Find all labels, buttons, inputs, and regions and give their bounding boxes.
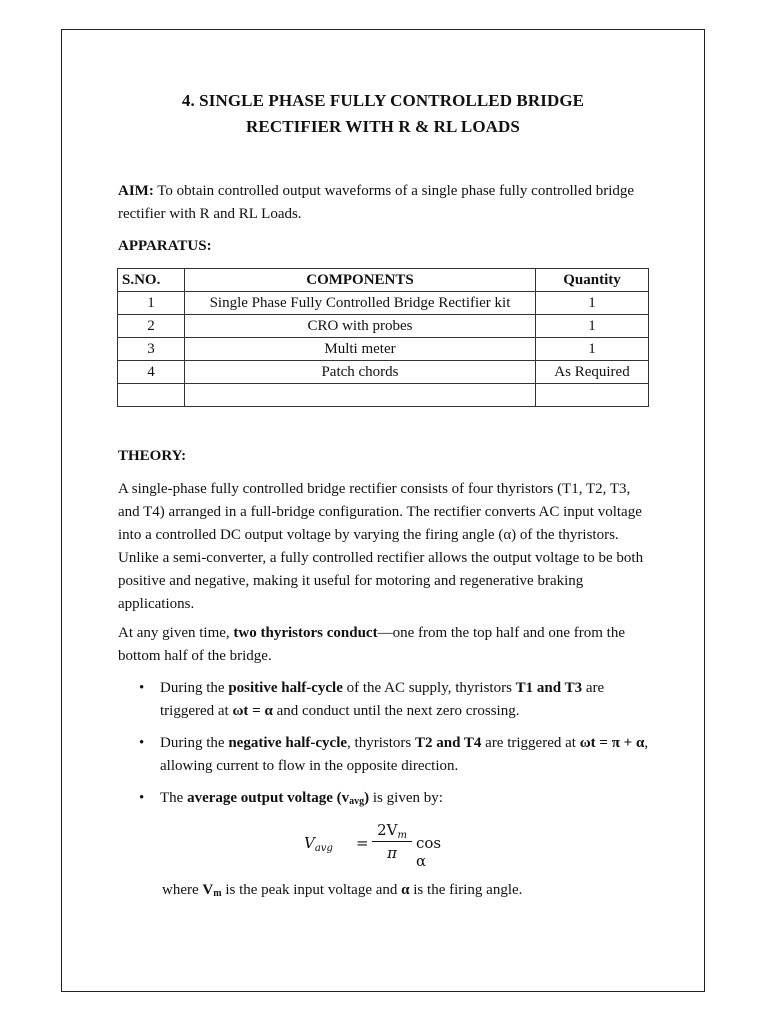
formula-lhs bbox=[304, 834, 333, 854]
cell-quantity: 1 bbox=[536, 315, 649, 338]
text-run: is the peak input voltage and bbox=[221, 882, 402, 898]
bold-run: V bbox=[202, 882, 214, 898]
subscript: avg bbox=[349, 796, 365, 807]
formula-equals: = bbox=[356, 834, 369, 852]
table-row bbox=[118, 292, 649, 315]
bold-run: negative half-cycle bbox=[228, 735, 348, 751]
bold-run: ωt = α bbox=[232, 703, 273, 719]
table-row-empty bbox=[118, 384, 649, 407]
cell-quantity: As Required bbox=[536, 361, 649, 384]
table-header-row bbox=[118, 269, 649, 292]
bold-run: average output voltage (v bbox=[187, 790, 350, 806]
cell-sno bbox=[118, 384, 185, 407]
theory-paragraph-1: A single-phase fully controlled bridge rectifier consists of four thyristors (T1, T2, T3, and T4) arranged in a full-bridge configuration. The rectifier converts AC input voltage into a controlled DC output voltage by varying the firing angle (α) of the thyristors. Unlike a semi-converter, a fully controlled rectifier allows the output voltage to be both positive and negative, making it useful for motoring and regenerative braking applications. bbox=[118, 481, 644, 612]
text-run: The bbox=[160, 790, 188, 806]
bold-run: ) bbox=[364, 790, 370, 806]
cell-quantity: 1 bbox=[536, 338, 649, 361]
bullet-icon: • bbox=[139, 680, 145, 696]
formula-denominator: π bbox=[387, 844, 397, 862]
table-row bbox=[118, 338, 649, 361]
text-run: and conduct until the next zero crossing. bbox=[272, 703, 520, 719]
theory-paragraph-2 bbox=[118, 622, 648, 668]
text-run: where bbox=[162, 882, 203, 898]
formula-num-text: 2V bbox=[377, 821, 398, 839]
text-run: is given by: bbox=[369, 790, 443, 806]
title-line-1: 4. SINGLE PHASE FULLY CONTROLLED BRIDGE bbox=[181, 91, 585, 110]
average-voltage-formula bbox=[300, 820, 450, 870]
header-sno: S.NO. bbox=[118, 269, 185, 292]
theory-bullet-list bbox=[118, 677, 658, 822]
table-row bbox=[118, 315, 649, 338]
text-run: are triggered at bbox=[481, 735, 580, 751]
text-run: , thyristors bbox=[347, 735, 415, 751]
bold-run: α bbox=[401, 882, 410, 898]
text-run: of the AC supply, thyristors bbox=[342, 680, 516, 696]
apparatus-heading: APPARATUS: bbox=[118, 238, 212, 254]
cell-component: Single Phase Fully Controlled Bridge Rectifier kit bbox=[185, 292, 536, 315]
bold-run: two thyristors conduct bbox=[233, 625, 378, 641]
apparatus-table bbox=[117, 268, 649, 407]
header-components: COMPONENTS bbox=[185, 269, 536, 292]
cell-component bbox=[185, 384, 536, 407]
aim-text: To obtain controlled output waveforms of a single phase fully controlled bridge rectifier with R and RL Loads. bbox=[118, 183, 635, 222]
subscript: m bbox=[213, 888, 222, 899]
bold-run: T2 and T4 bbox=[414, 735, 482, 751]
formula-fraction bbox=[372, 820, 412, 863]
cell-sno: 3 bbox=[118, 338, 185, 361]
cell-sno: 4 bbox=[118, 361, 185, 384]
where-clause bbox=[162, 879, 662, 905]
list-item-positive-half-cycle bbox=[118, 677, 658, 723]
cell-quantity: 1 bbox=[536, 292, 649, 315]
list-item-average-voltage bbox=[118, 787, 658, 813]
theory-heading: THEORY: bbox=[118, 448, 187, 464]
bold-run: ωt = π + α bbox=[579, 735, 645, 751]
header-quantity: Quantity bbox=[536, 269, 649, 292]
cell-sno: 1 bbox=[118, 292, 185, 315]
formula-numerator bbox=[372, 820, 412, 840]
table-row bbox=[118, 361, 649, 384]
aim-paragraph bbox=[118, 180, 648, 226]
text-run: —one from the top half and one from the bottom half of the bridge. bbox=[118, 625, 625, 664]
list-item-negative-half-cycle bbox=[118, 732, 658, 778]
cell-component: CRO with probes bbox=[185, 315, 536, 338]
cell-component: Multi meter bbox=[185, 338, 536, 361]
formula-v: V bbox=[304, 834, 315, 852]
formula-subscript: avg bbox=[314, 843, 333, 854]
cell-quantity bbox=[536, 384, 649, 407]
text-run: During the bbox=[160, 680, 229, 696]
formula-cos: cos α bbox=[416, 834, 442, 870]
text-run: At any given time, bbox=[118, 625, 234, 641]
title-line-2: RECTIFIER WITH R & RL LOADS bbox=[246, 117, 520, 136]
bullet-icon: • bbox=[139, 735, 145, 751]
text-run: During the bbox=[160, 735, 229, 751]
text-run: is the firing angle. bbox=[409, 882, 523, 898]
text-run: , allowing current to flow in the opposite direction. bbox=[160, 735, 649, 774]
bullet-icon: • bbox=[139, 790, 145, 806]
fraction-bar bbox=[372, 841, 412, 842]
formula-subscript: m bbox=[397, 830, 407, 841]
bold-run: T1 and T3 bbox=[515, 680, 583, 696]
page-title bbox=[61, 88, 705, 140]
aim-label: AIM: bbox=[118, 183, 154, 199]
text-run: are triggered at bbox=[160, 680, 605, 719]
cell-component: Patch chords bbox=[185, 361, 536, 384]
cell-sno: 2 bbox=[118, 315, 185, 338]
bold-run: positive half-cycle bbox=[228, 680, 343, 696]
